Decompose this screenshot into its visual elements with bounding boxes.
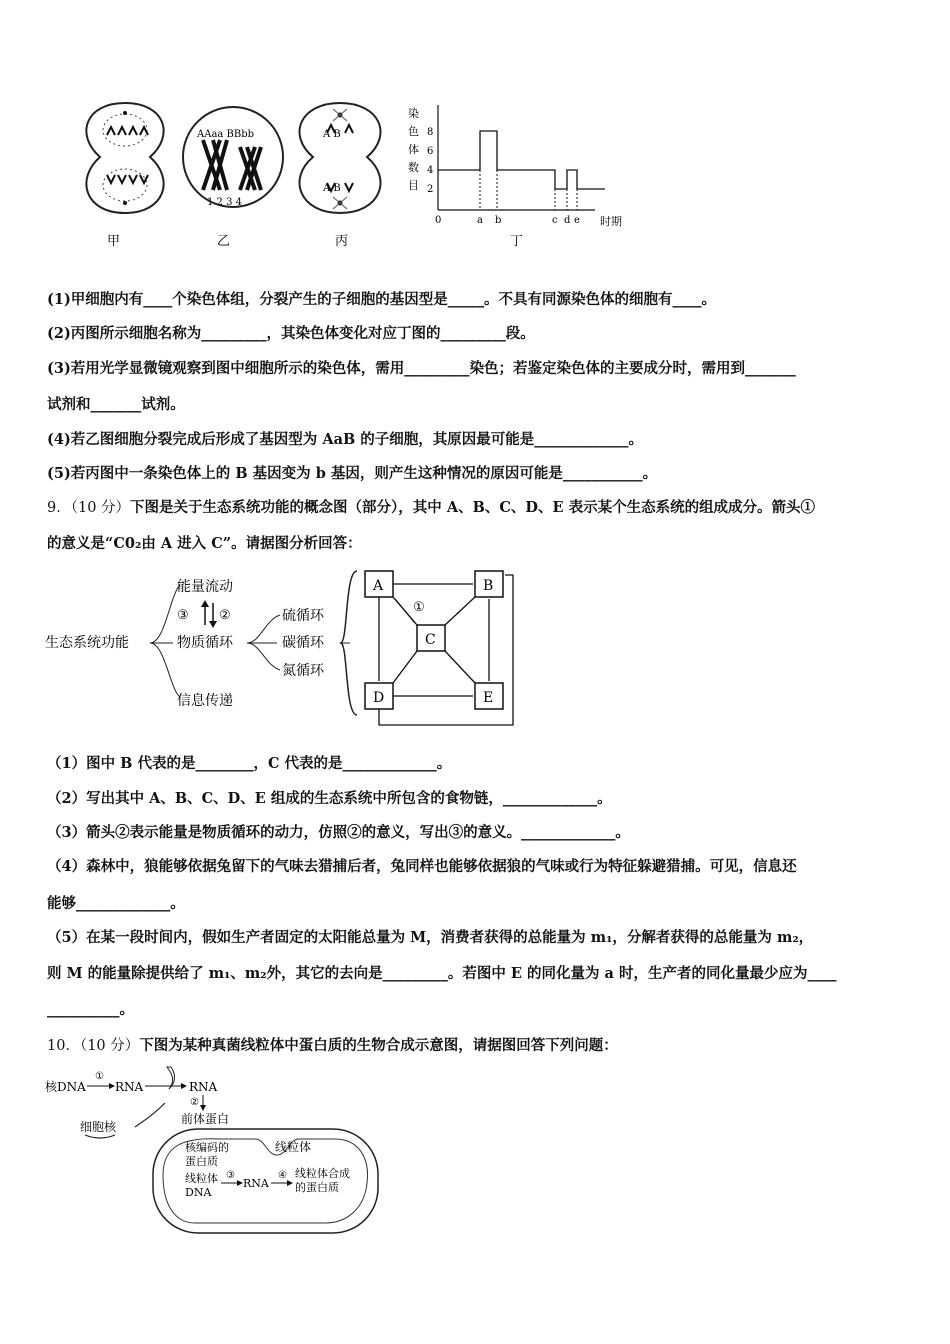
q9-cycle-sulfur: 硫循环 [282, 608, 324, 624]
q10-step1: ① [95, 1071, 104, 1082]
graph-xtick-a: a [477, 215, 483, 226]
cell-yi [183, 107, 283, 207]
q8-sub-3-cont: 试剂和_______试剂。 [47, 396, 185, 413]
q9-sub-5-cont: 则 M 的能量除提供给了 m₁、m₂外，其它的去向是_________。若图中 E 的同化量为 a 时，生产者的同化量最少应为____ [47, 965, 837, 982]
q9-matter: 物质循环 [177, 635, 233, 651]
graph-xtick-b: b [495, 215, 502, 226]
graph-ylabel-5: 目 [408, 179, 419, 192]
q10-rna1: RNA [115, 1080, 144, 1094]
q10-stem: 下图为某种真菌线粒体中蛋白质的生物合成示意图，请据图回答下列问题： [139, 1037, 618, 1054]
graph-xlabel: 时期 [600, 215, 622, 228]
graph-ytick-4: 4 [427, 165, 434, 176]
q9-arrow2: ② [219, 608, 231, 623]
label-bing: 丙 [335, 234, 349, 249]
graph-ylabel-2: 色 [408, 125, 419, 138]
graph-ylabel-4: 数 [408, 161, 419, 174]
label-ding: 丁 [510, 234, 524, 249]
cell-jia [86, 103, 163, 213]
q10-mito: 线粒体 [275, 1140, 312, 1154]
q8-sub-5: (5)若丙图中一条染色体上的 B 基因变为 b 基因，则产生这种情况的原因可能是___________。 [47, 465, 658, 482]
q10-stem-line [47, 1034, 618, 1055]
q9-sub-1: （1）图中 B 代表的是________，C 代表的是_____________。 [47, 755, 452, 772]
yi-chromosome-numbers: 1 2 3 4 [207, 197, 242, 208]
graph-ytick-6: 6 [427, 146, 434, 157]
q10-rna3: RNA [243, 1177, 269, 1190]
q9-box-D: D [373, 690, 385, 706]
q9-box-A: A [373, 578, 384, 594]
q10-precursor: 前体蛋白 [181, 1112, 230, 1126]
q10-step4: ④ [278, 1170, 287, 1181]
q9-sub-4: （4）森林中，狼能够依据兔留下的气味去猎捕后者，兔同样也能够依据狼的气味或行为特征躲避猎捕。可见，信息还 [47, 858, 797, 875]
q10-mtdna-1: 线粒体 [185, 1172, 218, 1185]
q10-step3: ③ [226, 1170, 235, 1181]
q9-arrow3: ③ [177, 608, 189, 623]
q8-sub-2: (2)丙图所示细胞名称为_________，其染色体变化对应丁图的_________段。 [47, 325, 535, 342]
yi-gene-labels: AAaa BBbb [197, 129, 255, 140]
q9-root: 生态系统功能 [45, 635, 129, 651]
q9-energy: 能量流动 [177, 579, 233, 595]
graph-ytick-2: 2 [427, 184, 434, 195]
q9-sub-5: （5）在某一段时间内，假如生产者固定的太阳能总量为 M，消费者获得的总能量为 m₁，分解者获得的总能量为 m₂， [47, 929, 814, 946]
q10-nuclear-protein-2: 蛋白质 [185, 1155, 218, 1168]
chromosome-graph [408, 105, 622, 228]
q9-box-E: E [483, 690, 494, 706]
graph-xtick-0: 0 [435, 215, 442, 226]
q9-sub-2: （2）写出其中 A、B、C、D、E 组成的生态系统中所包含的食物链，_____________。 [47, 790, 612, 807]
q9-stem-2: 的意义是“C0₂由 A 进入 C”。请据图分析回答： [47, 535, 362, 552]
q10-step2: ② [190, 1097, 199, 1108]
q9-sub-5-cont-2: __________。 [47, 1001, 134, 1018]
bing-top-letters: A B [323, 129, 341, 140]
q9-sub-3: （3）箭头②表示能量是物质循环的动力，仿照②的意义，写出③的意义。_____________。 [47, 824, 630, 841]
q9-box-B: B [483, 578, 494, 594]
q9-arrow1: ① [413, 600, 425, 615]
q10-rna2: RNA [189, 1080, 218, 1094]
ecosystem-function-diagram [45, 565, 535, 735]
q10-number: 10．（10 分） [47, 1038, 140, 1054]
q9-info: 信息传递 [177, 693, 233, 709]
graph-ylabel-3: 体 [408, 143, 419, 156]
graph-xtick-d: d [564, 215, 571, 226]
q9-stem-line-1 [47, 496, 815, 517]
bing-bottom-letters: A B [323, 183, 341, 194]
q9-number: 9．（10 分） [47, 500, 131, 516]
q10-nuclear-protein-1: 核编码的 [185, 1141, 229, 1154]
q9-box-C: C [425, 632, 436, 648]
label-jia: 甲 [107, 234, 121, 249]
q10-nuclear-dna: 核DNA [45, 1080, 86, 1094]
graph-xtick-e: e [574, 215, 580, 226]
cell-division-figure [55, 95, 655, 255]
q8-sub-4: (4)若乙图细胞分裂完成后形成了基因型为 AaB 的子细胞，其原因最可能是_____________。 [47, 431, 644, 448]
q9-cycle-carbon: 碳循环 [282, 635, 324, 651]
graph-ytick-8: 8 [427, 127, 434, 138]
q8-sub-1: (1)甲细胞内有____个染色体组，分裂产生的子细胞的基因型是_____。不具有同源染色体的细胞有____。 [47, 291, 717, 308]
q9-sub-4-cont: 能够_____________。 [47, 895, 185, 912]
mitochondria-protein-diagram [45, 1065, 385, 1240]
graph-ylabel-1: 染 [408, 107, 419, 120]
q9-cycle-nitrogen: 氮循环 [282, 663, 324, 679]
graph-xtick-c: c [552, 215, 558, 226]
q9-stem-1: 下图是关于生态系统功能的概念图（部分），其中 A、B、C、D、E 表示某个生态系统的组成成分。箭头① [130, 499, 816, 516]
q10-mito-protein-1: 线粒体合成 [295, 1167, 350, 1180]
q10-mtdna-2: DNA [185, 1186, 212, 1199]
q10-nucleus: 细胞核 [80, 1120, 117, 1134]
q8-sub-3: (3)若用光学显微镜观察到图中细胞所示的染色体，需用_________染色；若鉴定染色体的主要成分时，需用到_______ [47, 360, 796, 377]
q10-mito-protein-2: 的蛋白质 [295, 1181, 339, 1194]
label-yi: 乙 [217, 234, 231, 249]
cell-bing [300, 103, 381, 213]
